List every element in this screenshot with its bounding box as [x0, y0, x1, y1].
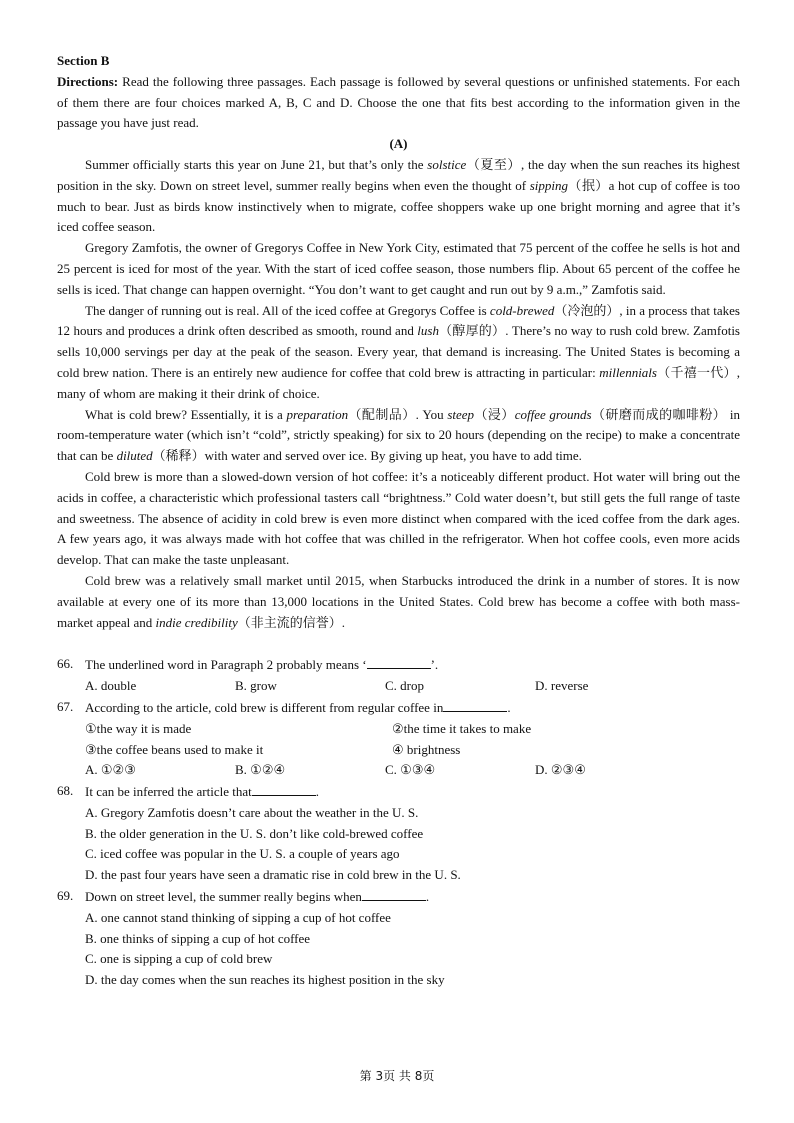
question-stem: The underlined word in Paragraph 2 probably means ‘: [85, 657, 367, 673]
statement-3: ③the coffee beans used to make it: [85, 741, 264, 757]
paragraph-text: Cold brew is more than a slowed-down version of hot coffee: it’s a noticeably different product. Hot water will bring out the acids in coffee, a characteristic which professional tasters call “brightness.” Cold water doesn’t, but still gets the full range of taste and sweetness. The absence of acidity in cold brew is even more distinct when compared with the iced coffee from the dark ages. A few years ago, it was always made with hot coffee that was chilled in the refrigerator. When hot coffee cools, even more acids develop. That can make the taste unpleasant.: [57, 468, 740, 568]
statement-4: ④ brightness: [392, 741, 461, 757]
paragraph-6: [57, 571, 740, 633]
choice-c[interactable]: C. one is sipping a cup of cold brew: [85, 951, 273, 967]
answer-blank[interactable]: [367, 654, 431, 669]
paragraph-text: （抿）a hot cup of coffee is too much to bear. Just as birds know instinctively when to migrate, coffee shoppers wake up one bright morning and agree that it’s iced coffee season.: [57, 177, 740, 235]
question-stem: It can be inferred the article that: [85, 784, 252, 800]
glossed-term: steep: [447, 406, 475, 422]
glossed-term: coffee grounds: [514, 406, 592, 422]
statement-2: ②the time it takes to make: [392, 720, 532, 736]
glossed-term: lush: [417, 323, 439, 339]
paragraph-3: [57, 301, 740, 405]
paragraph-text: （配制品）. You: [348, 406, 448, 422]
paragraph-2: [57, 238, 740, 300]
paragraph-text: （研磨而成的咖啡粉） in room-temperature water (which isn’t “cold”, strictly speaking) for six to 20 hours (depending on the recipe) to make a concentrate that can be: [57, 406, 740, 464]
directions-label: Directions:: [57, 73, 119, 89]
question-number: 67.: [57, 698, 74, 714]
paragraph-1: [57, 155, 740, 238]
answer-blank[interactable]: [443, 697, 507, 712]
glossed-term: cold-brewed: [489, 302, 555, 318]
page-footer: 第 3页 共 8页: [359, 1069, 435, 1083]
paragraph-text: Summer officially starts this year on June 21, but that’s only the: [85, 156, 428, 172]
glossed-term: millennials: [599, 364, 657, 380]
paragraph-text: What is cold brew? Essentially, it is a: [85, 406, 287, 422]
question-66: 66. The underlined word in Paragraph 2 probably means ‘ ’. A. double B. grow C. drop D. reverse: [57, 654, 740, 697]
glossed-term: solstice: [427, 156, 467, 172]
paragraph-text: （醇厚的）. There’s no way to rush cold brew. Zamfotis sells 10,000 servings per day at the peak of the season. Every year, that demand is increasing. The United States is becoming a cold brew nation. There is an entirely new audience for coffee that cold brew is attracting in particular:: [57, 323, 740, 380]
question-67: 67. According to the article, cold brew is different from regular coffee in . ①the way it is made ②the time it takes to make ③the coffee beans used to make it ④ brightness A. ①②③ B. ①②④ C. ①③④ D. ②③④: [57, 697, 740, 781]
glossed-term: diluted: [116, 448, 153, 464]
paragraph-text: （千禧一代）, many of whom are making it their drink of choice.: [57, 364, 740, 401]
choice-d[interactable]: D. the past four years have seen a dramatic rise in cold brew in the U. S.: [85, 867, 461, 883]
choice-b[interactable]: B. the older generation in the U. S. don’t like cold-brewed coffee: [85, 825, 424, 841]
choice-a[interactable]: A. ①②③: [85, 762, 136, 778]
paragraph-text: （非主流的信誉）.: [237, 614, 346, 630]
choice-c[interactable]: C. drop: [385, 678, 424, 694]
choice-b[interactable]: B. grow: [235, 678, 277, 694]
question-68: 68. It can be inferred the article that . A. Gregory Zamfotis doesn’t care about the weather in the U. S. B. the older generation in the U. S. don’t like cold-brewed coffee C. iced coffee was popular in the U. S. a couple of years ago D. the past four years have seen a dramatic rise in cold brew in the U. S.: [57, 781, 740, 886]
statement-1: ①the way it is made: [85, 720, 192, 736]
glossed-term: sipping: [529, 177, 569, 193]
question-69: 69. Down on street level, the summer really begins when . A. one cannot stand thinking of sipping a cup of hot coffee B. one thinks of sipping a cup of hot coffee C. one is sipping a cup of cold brew D. the day comes when the sun reaches its highest position in the sky: [57, 886, 740, 991]
question-number: 68.: [57, 783, 74, 799]
paragraph-text: The danger of running out is real. All of the iced coffee at Gregorys Coffee is: [85, 302, 490, 318]
choice-d[interactable]: D. reverse: [535, 678, 589, 694]
paragraph-text: （夏至）, the day when the sun reaches its highest position in the sky. Down on street level, summer really begins when even the thought of: [57, 156, 740, 193]
paragraph-text: Cold brew was a relatively small market until 2015, when Starbucks introduced the drink in a number of stores. It is now available at every one of its more than 13,000 locations in the United States. Cold brew has become a coffee with both mass-market appeal and: [57, 572, 740, 630]
paragraph-text: （稀释）with water and served over ice. By giving up heat, you have to add time.: [152, 448, 582, 464]
question-stem: Down on street level, the summer really begins when: [85, 889, 362, 905]
choice-b[interactable]: B. ①②④: [235, 762, 286, 778]
directions: [57, 72, 740, 134]
answer-blank[interactable]: [252, 781, 316, 796]
choice-c[interactable]: C. iced coffee was popular in the U. S. a couple of years ago: [85, 846, 400, 862]
choice-a[interactable]: A. one cannot stand thinking of sipping a cup of hot coffee: [85, 909, 391, 925]
question-number: 66.: [57, 656, 74, 672]
answer-blank[interactable]: [362, 886, 426, 901]
paragraph-text: （冷泡的）, in a process that takes 12 hours and produces a drink often described as smooth, round and: [57, 302, 740, 339]
choice-c[interactable]: C. ①③④: [385, 762, 436, 778]
choice-a[interactable]: A. Gregory Zamfotis doesn’t care about the weather in the U. S.: [85, 804, 419, 820]
section-title: Section B: [57, 53, 110, 68]
paragraph-5: [57, 467, 740, 571]
paragraph-text: Gregory Zamfotis, the owner of Gregorys Coffee in New York City, estimated that 75 percent of the coffee he sells is hot and 25 percent is iced for most of the year. With the start of iced coffee season, those numbers flip. About 65 percent of the coffee he sells is iced. That change can happen overnight. “You don’t want to get caught and run out by 9 a.m.,” Zamfotis said.: [57, 240, 740, 297]
exam-page: [57, 51, 740, 991]
choice-d[interactable]: D. ②③④: [535, 762, 586, 778]
glossed-term: preparation: [286, 406, 349, 422]
choice-a[interactable]: A. double: [85, 678, 137, 694]
glossed-term: indie credibility: [155, 614, 238, 630]
choice-b[interactable]: B. one thinks of sipping a cup of hot coffee: [85, 930, 311, 946]
passage-label: (A): [389, 136, 408, 152]
directions-text: Read the following three passages. Each passage is followed by several questions or unfinished statements. For each of them there are four choices marked A, B, C and D. Choose the one that fits best according to the information given in the passage you have just read.: [57, 73, 740, 131]
question-list: [57, 654, 740, 991]
choice-d[interactable]: D. the day comes when the sun reaches its highest position in the sky: [85, 972, 445, 988]
question-number: 69.: [57, 888, 74, 904]
passage-body: [57, 155, 740, 633]
paragraph-text: （浸）: [474, 406, 515, 422]
paragraph-4: [57, 405, 740, 467]
question-stem: According to the article, cold brew is different from regular coffee in: [85, 699, 444, 715]
